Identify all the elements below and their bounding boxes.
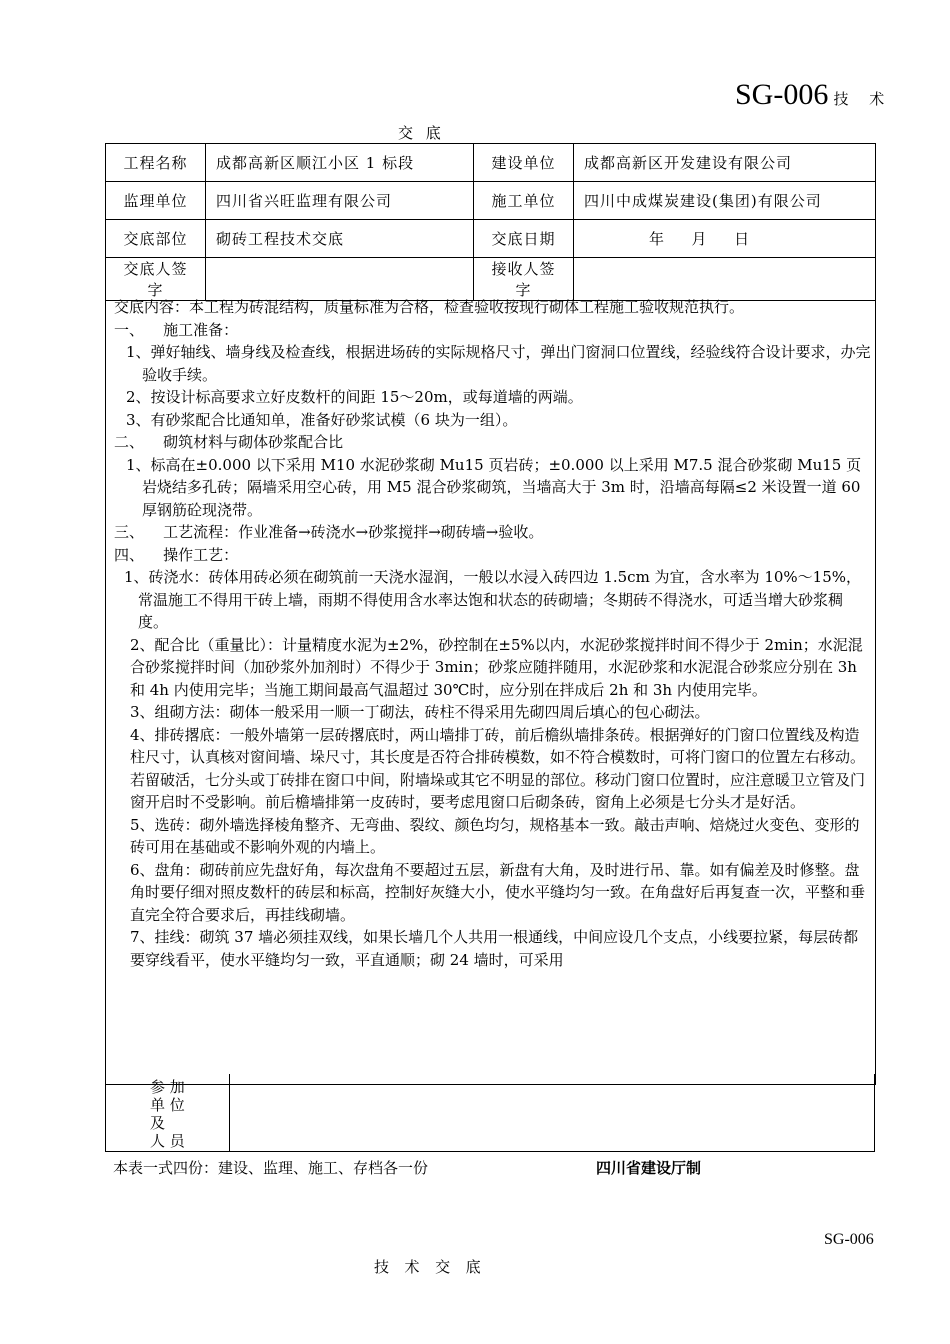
section-4-item-3: 3、组砌方法：砌体一般采用一顺一丁砌法，砖柱不得采用先砌四周后填心的包心砌法。 <box>130 703 710 721</box>
content-intro: 交底内容：本工程为砖混结构，质量标准为合格，检查验收按现行砌体工程施工验收规范执行。 <box>114 298 745 316</box>
section-2-title: 二、 砌筑材料与砌体砂浆配合比 <box>114 433 344 451</box>
section-1-item-1: 1、弹好轴线、墙身线及检查线，根据进场砖的实际规格尺寸，弹出门窗洞口位置线，经验线符合设计要求，办完验收手续。 <box>126 343 871 384</box>
participants-row <box>105 1074 875 1152</box>
supervisor-label: 监理单位 <box>106 182 206 220</box>
section-4-item-5: 5、选砖：砌外墙选择棱角整齐、无弯曲、裂纹、颜色均匀，规格基本一致。敲击声响、焙烧过火变色、变形的砖可用在基础或不影响外观的内墙上。 <box>130 815 860 856</box>
participants-label <box>106 1074 230 1151</box>
project-value: 成都高新区顺江小区 1 标段 <box>206 144 474 182</box>
date-value: 年 月 日 <box>574 220 876 258</box>
date-label: 交底日期 <box>474 220 574 258</box>
section-3-title: 三、 工艺流程：作业准备→砖浇水→砂浆搅拌→砌砖墙→验收。 <box>114 523 544 541</box>
supervisor-value: 四川省兴旺监理有限公司 <box>206 182 474 220</box>
giver-label: 交底人签字 <box>106 258 206 301</box>
section-1-title: 一、 施工准备： <box>114 320 239 339</box>
form-code <box>735 78 892 112</box>
page2-code: SG-006 <box>824 1231 874 1248</box>
part-value: 砌砖工程技术交底 <box>206 220 474 258</box>
section-4-item-2: 2、配合比（重量比）：计量精度水泥为±2%，砂控制在±5%以内，水泥砂浆搅拌时间不得少于 2min；水泥混合砂浆搅拌时间（加砂浆外加剂时）不得少于 3min；砂浆应随拌随用，水泥砂浆和水泥混合砂浆应分别在 3h 和 4h 内使用完毕；当施工期间最高气温超过 30℃时，应分别在拌成后 2h 和 3h 内使用完毕。 <box>130 635 863 699</box>
project-label: 工程名称 <box>106 144 206 182</box>
receiver-signature-field[interactable] <box>574 258 876 301</box>
form-subtitle: 交 底 <box>398 124 445 142</box>
participants-label-line: 及 <box>150 1114 166 1132</box>
giver-signature-field[interactable] <box>206 258 474 301</box>
receiver-label: 接收人签字 <box>474 258 574 301</box>
builder-value: 成都高新区开发建设有限公司 <box>574 144 876 182</box>
section-4-item-7: 7、挂线：砌筑 37 墙必须挂双线，如果长墙几个人共用一根通线，中间应设几个支点，小线要拉紧，每层砖都要穿线看平，使水平缝均匀一致，平直通顺；砌 24 墙时，可采用 <box>130 928 859 969</box>
part-label: 交底部位 <box>106 220 206 258</box>
section-4-item-6: 6、盘角：砌砖前应先盘好角，每次盘角不要超过五层，新盘有大角，及时进行吊、靠。如有偏差及时修整。盘角时要仔细对照皮数杆的砖层和标高，控制好灰缝大小，使水平缝均匀一致。在角盘好后再复查一次，平整和垂直完全符合要求后，再挂线砌墙。 <box>130 860 866 924</box>
section-1-item-3: 3、有砂浆配合比通知单，准备好砂浆试模（6 块为一组）。 <box>126 410 518 429</box>
table-row <box>106 220 876 258</box>
table-row <box>106 258 876 301</box>
page2-title: 技 术 交 底 <box>374 1258 483 1276</box>
copies-note: 本表一式四份：建设、监理、施工、存档各一份 <box>113 1159 429 1177</box>
table-row <box>106 182 876 220</box>
section-4-item-1: 1、砖浇水：砖体用砖必须在砌筑前一天浇水湿润，一般以水浸入砖四边 1.5cm 为宜，含水率为 10%～15%，常温施工不得用干砖上墙，雨期不得使用含水率达饱和状态的砖砌墙；冬期砖不得浇水，可适当增大砂浆稠度。 <box>124 568 862 631</box>
participants-label-line: 人 员 <box>150 1132 185 1150</box>
disclosure-content <box>114 296 872 971</box>
participants-label-line: 单 位 <box>150 1096 185 1114</box>
section-4-title: 四、 操作工艺： <box>114 545 239 564</box>
section-1-item-2: 2、按设计标高要求立好皮数杆的间距 15～20m，或每道墙的两端。 <box>126 388 583 406</box>
contractor-value: 四川中成煤炭建设(集团)有限公司 <box>574 182 876 220</box>
form-code-number: SG-006 <box>735 78 829 111</box>
section-2-item-1: 1、标高在±0.000 以下采用 M10 水泥砂浆砌 Mu15 页岩砖；±0.000 以上采用 M7.5 混合砂浆砌 Mu15 页岩烧结多孔砖；隔墙采用空心砖，用 M5 混合砂浆砌筑，当墙高大于 3m 时，沿墙高每隔≤2 米设置一道 60 厚钢筋砼现浇带。 <box>126 455 862 519</box>
form-code-suffix: 技 术 <box>833 90 893 108</box>
participants-label-line: 参 加 <box>150 1078 185 1096</box>
issuer: 四川省建设厅制 <box>596 1159 702 1177</box>
builder-label: 建设单位 <box>474 144 574 182</box>
section-4-item-4: 4、排砖撂底：一般外墙第一层砖撂底时，两山墙排丁砖，前后檐纵墙排条砖。根据弹好的门窗口位置线及构造柱尺寸，认真核对窗间墙、垛尺寸，其长度是否符合排砖模数，如不符合模数时，可将门窗口的位置左右移动。若留破活，七分头或丁砖排在窗口中间，附墙垛或其它不明显的部位。移动门窗口位置时，应注意暖卫立管及门窗开启时不受影响。前后檐墙排第一皮砖时，要考虑甩窗口后砌条砖，窗角上必须是七分头才是好活。 <box>130 725 866 811</box>
contractor-label: 施工单位 <box>474 182 574 220</box>
table-row <box>106 144 876 182</box>
